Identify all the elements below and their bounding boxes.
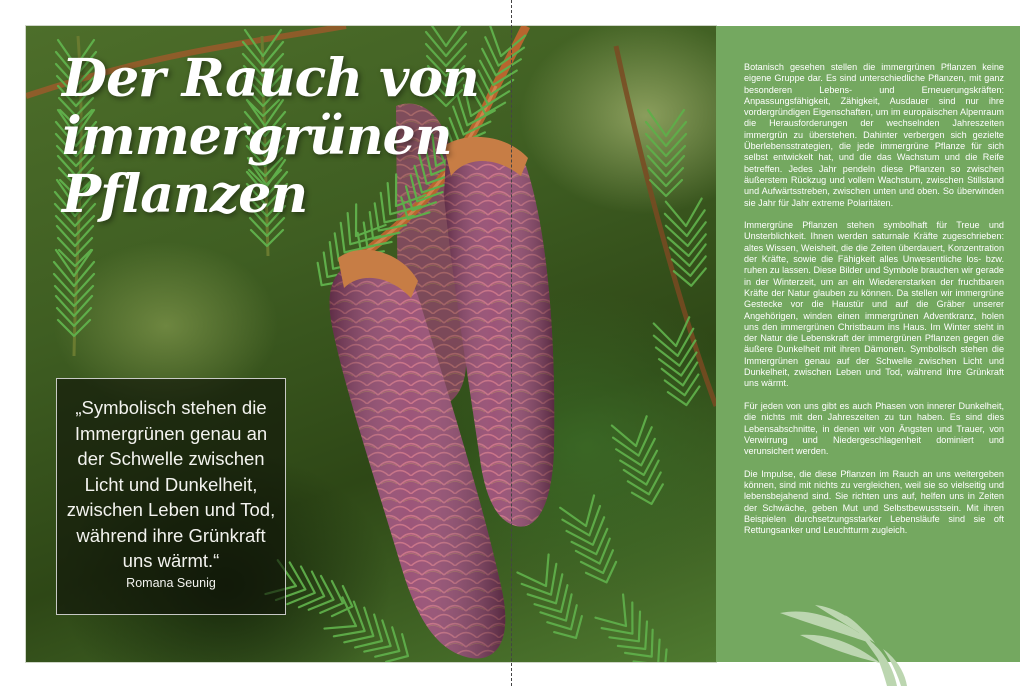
- paragraph: Die Impulse, die diese Pflanzen im Rauch an uns weitergeben können, sind mit nichts zu vergleichen, weil sie so vielseitig und lebensbejahend sind. Sie richten uns auf, helfen uns in Zeiten der Schwäche, geben Mut und Selbstbewusstsein. Mit ihren Beispielen durchsetzungsstarker Lebensläufe sind sie oft Rettungsanker und Leuchtturm zugleich.: [744, 468, 1004, 536]
- paragraph: Immergrüne Pflanzen stehen symbolhaft für Treue und Unsterblichkeit. Ihnen werden saturnale Kräfte zugeschrieben: altes Wissen, Weisheit, die die Zeiten überdauert, Konzentration der Kräfte, sowie die Fähigkeit alles Unwesentliche los- bzw. ruhen zu lassen. Diese Bilder und Symbole brauchen wir gerade in der Winterzeit, um an ein Wiedererstarken der fruchtbaren Kräfte der Natur glauben zu können. Da stellen wir immergrüne Gestecke vor die Haustür und auf die Gräber unserer Angehörigen, winden einen immergrünen Adventkranz, holen uns den immergrünen Christbaum ins Haus. Im Winter steht in der Natur die Lebenskraft der immergrünen Pflanzen gegen die äußere Dunkelheit mit ihren Dämonen. Symbolisch stehen die Immergrünen genau auf der Schwelle zwischen Licht und Dunkelheit, zwischen Leben und Tod, während ihre Grünkraft uns wärmt.: [744, 220, 1004, 389]
- article-body: [744, 62, 1004, 548]
- text-panel: [716, 26, 1020, 662]
- quote-author: Romana Seunig: [126, 575, 216, 590]
- pull-quote: [56, 378, 286, 615]
- leaf-sprig-icon: [775, 605, 920, 686]
- paragraph: Für jeden von uns gibt es auch Phasen von innerer Dunkelheit, die nichts mit den Jahreszeiten zu tun haben. Es sind dies Lebensabschnitte, in denen wir von Ängsten und Trauer, von Verwirrung und Niedergeschlagenheit dominiert und verunsichert werden.: [744, 400, 1004, 457]
- paragraph: Botanisch gesehen stellen die immergrünen Pflanzen keine eigene Gruppe dar. Es sind unterschiedliche Pflanzen, mit ganz besonderen Lebens- und Erneuerungskräften: Anpassungsfähigkeit, Zähigkeit, Ausdauer sind nur ihre vordergründigen Eigenschaften, um im europäischen Alpenraum die Herausforderungen der wechselnden Jahreszeiten immergrün zu überstehen. Dahinter verbergen sich gezielte Überlebensstrategien, die jede immergrüne Pflanze für sich selbst entwickelt hat, und die das Wachstum und die Reife betreffen. Jedes Jahr pendeln diese Pflanzen so zwischen äußerstem Rückzug und vollem Wachstum, zwischen Stillstand und Aufwärtsstreben, zwischen unten und oben. So überwinden sie Jahr für Jahr extreme Polaritäten.: [744, 62, 1004, 208]
- page-fold-line: [511, 0, 512, 686]
- article-title: [62, 50, 522, 224]
- title-line: Der Rauch von: [62, 48, 479, 109]
- title-line: immergrünen: [62, 106, 452, 167]
- quote-text: „Symbolisch stehen die Immergrünen genau an der Schwelle zwischen Licht und Dunkelheit, zwischen Leben und Tod, während ihre Grünkraft uns wärmt.“: [66, 397, 276, 571]
- title-line: Pflanzen: [62, 164, 308, 225]
- spruce-cone-photo: [26, 26, 716, 662]
